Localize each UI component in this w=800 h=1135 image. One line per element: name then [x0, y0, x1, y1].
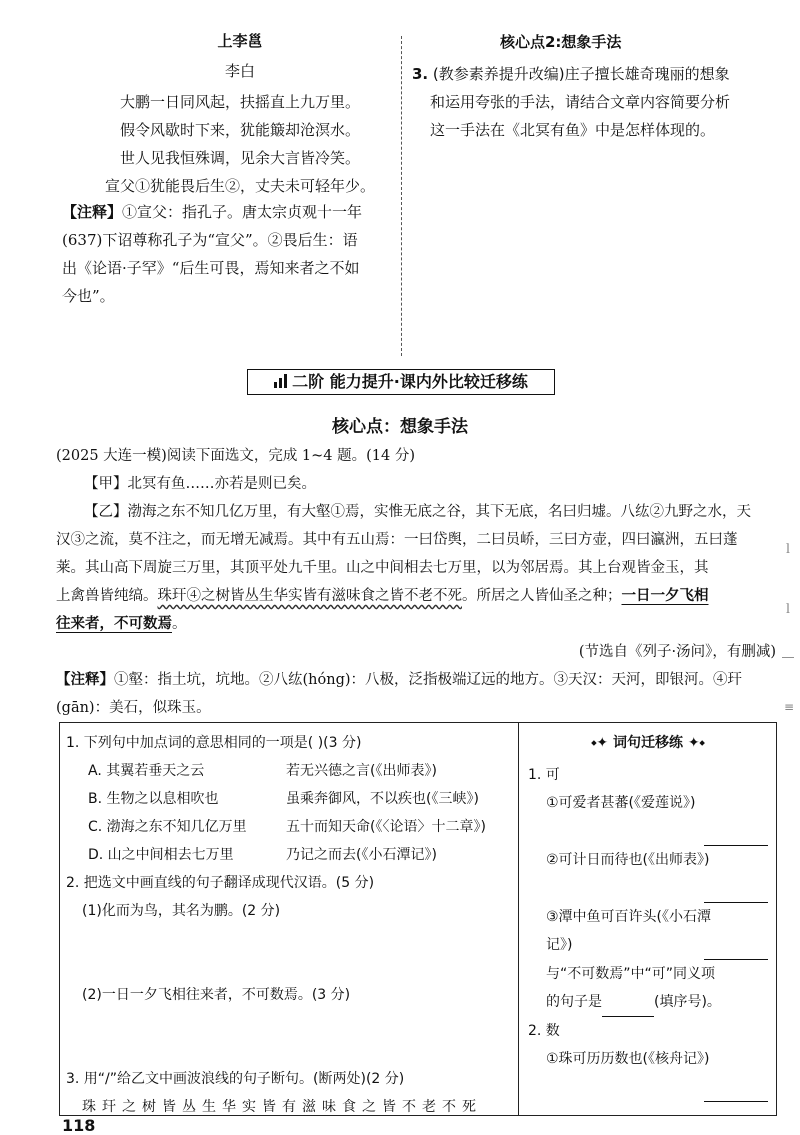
answer-blank[interactable] — [602, 988, 654, 1017]
question-box — [59, 722, 777, 1116]
question-3-stem: 3. 用“/”给乙文中画波浪线的句子断句。(断两处)(2 分) — [66, 1071, 405, 1087]
passage-yi-line: 【乙】渤海之东不知几亿万里，有大壑①焉，实惟无底之谷，其下无底，名曰归墟。八纮②九野之水，天 — [84, 504, 751, 520]
side-item-text: ③潭中鱼可百许头(《小石潭 — [546, 909, 712, 925]
section-banner — [247, 369, 555, 395]
notes-label: 【注释】 — [56, 672, 114, 688]
side-item-1-label: 1. 可 — [528, 767, 560, 783]
option-c-right: 五十而知天命(《〈论语〉十二章》) — [286, 819, 486, 835]
option-row[interactable] — [66, 813, 514, 841]
column-divider — [401, 36, 402, 356]
passage-text: 上禽兽皆纯缟。 — [56, 588, 158, 604]
answer-blank[interactable] — [704, 931, 768, 960]
diamond-icon: ✦⬩ — [687, 735, 705, 751]
question-tag: (教参素养提升改编) — [432, 65, 565, 83]
side-panel-title-text: 词句迁移练 — [613, 735, 683, 751]
poem-body — [70, 88, 410, 200]
passage-intro: (2025 大连一模)阅读下面选文，完成 1~4 题。(14 分) — [56, 448, 416, 464]
bar-chart-icon — [274, 374, 288, 388]
answer-space[interactable] — [66, 925, 514, 981]
option-row[interactable] — [66, 785, 514, 813]
question-2-sub2: (2)一日一夕飞相往来者，不可数焉。(3 分) — [82, 987, 351, 1003]
notes-text: (gān)：美石，似珠玉。 — [56, 700, 211, 716]
question-text: 庄子擅长雄奇瑰丽的想象 — [564, 65, 730, 83]
passage-jia: 【甲】北冥有鱼……亦若是则已矣。 — [84, 476, 316, 492]
poem-line: 宣父①犹能畏后生②，丈夫未可轻年少。 — [104, 177, 375, 195]
side-panel — [528, 729, 768, 1102]
answer-blank[interactable] — [704, 817, 768, 846]
poem-line: 世人见我恒殊调，见余大言皆冷笑。 — [119, 149, 360, 167]
side-item-text: ①可爱者甚蕃(《爱莲说》) — [546, 795, 696, 811]
poem-author: 李白 — [224, 62, 255, 80]
question-2-sub1: (1)化而为鸟，其名为鹏。(2 分) — [82, 903, 281, 919]
segmentation-sentence[interactable]: 珠玕之树皆丛生华实皆有滋味食之皆不老不死 — [82, 1099, 482, 1115]
questions-column — [66, 729, 514, 1121]
side-item-text: ①珠可历历数也(《核舟记》) — [546, 1051, 710, 1067]
answer-blank[interactable] — [704, 1073, 768, 1102]
option-b-right: 虽乘奔御风，不以疾也(《三峡》) — [286, 791, 479, 807]
answer-space[interactable] — [66, 1009, 514, 1065]
question-number: 3. — [412, 65, 429, 83]
passage-text: 。所居之人皆仙圣之种； — [462, 588, 622, 604]
passage-yi-line: 莱。其山高下周旋三万里，其顶平处九千里。山之中间相去七万里，以为邻居焉。其上台观皆金玉，其 — [56, 560, 709, 576]
section-title: 核心点：想象手法 — [332, 417, 468, 437]
option-row[interactable] — [66, 757, 514, 785]
poem-notes — [62, 198, 402, 310]
straight-underlined-sentence: 往来者，不可数焉 — [56, 615, 172, 632]
notes-text: ①壑：指土坑，坑地。②八纮(hóng)：八极，泛指极端辽远的地方。③天汉：天河，即银河。④玕 — [114, 672, 742, 688]
side-item-2-label: 2. 数 — [528, 1023, 560, 1039]
diamond-icon: ⬩✦ — [591, 735, 609, 751]
question-text: 和运用夸张的手法，请结合文章内容简要分析 — [430, 93, 731, 111]
straight-underlined-sentence: 一日一夕飞相 — [621, 587, 709, 604]
page-number: 118 — [62, 1116, 96, 1135]
side-item-text: (填序号)。 — [654, 994, 721, 1010]
side-item-text: ②可计日而待也(《出师表》) — [546, 852, 710, 868]
question-1-stem: 1. 下列句中加点词的意思相同的一项是( )(3 分) — [66, 735, 362, 751]
poem-note-line: ①宣父：指孔子。唐太宗贞观十一年 — [122, 203, 363, 221]
box-divider — [518, 723, 519, 1115]
side-item-text: 的句子是 — [546, 994, 602, 1010]
question-2-stem: 2. 把选文中画直线的句子翻译成现代汉语。(5 分) — [66, 875, 375, 891]
poem-line: 假令风歇时下来，犹能簸却沧溟水。 — [119, 121, 360, 139]
answer-blank[interactable] — [704, 874, 768, 903]
question-text: 这一手法在《北冥有鱼》中是怎样体现的。 — [430, 121, 716, 139]
passage-text: 。 — [172, 616, 187, 632]
option-c-left: C. 渤海之东不知几亿万里 — [88, 819, 247, 835]
question-3-essay — [412, 60, 772, 144]
option-a-right: 若无兴德之言(《出师表》) — [286, 763, 437, 779]
option-row[interactable] — [66, 841, 514, 869]
banner-text: 二阶 能力提升·课内外比较迁移练 — [292, 372, 528, 391]
core-point-2-heading: 核心点2:想象手法 — [500, 33, 622, 51]
option-a-left: A. 其翼若垂天之云 — [88, 763, 205, 779]
option-b-left: B. 生物之以息相吹也 — [88, 791, 219, 807]
poem-note-line: (637)下诏尊称孔子为“宣父”。②畏后生：语 — [62, 231, 358, 249]
poem-line: 大鹏一日同风起，扶摇直上九万里。 — [119, 93, 360, 111]
poem-title: 上李邕 — [217, 32, 263, 50]
passage-source: (节选自《列子·汤问》，有删减) — [578, 644, 776, 660]
option-d-right: 乃记之而去(《小石潭记》) — [286, 847, 437, 863]
side-panel-title — [528, 729, 768, 757]
side-item-text: 与“不可数焉”中“可”同义项 — [546, 966, 716, 982]
side-item-text: 记》) — [546, 937, 573, 953]
wavy-underlined-sentence: 珠玕④之树皆丛生华实皆有滋味食之皆不老不死 — [157, 588, 462, 604]
poem-note-line: 出《论语·子罕》“后生可畏，焉知来者之不如 — [62, 259, 360, 277]
option-d-left: D. 山之中间相去七万里 — [88, 847, 234, 863]
reading-passage — [56, 442, 786, 722]
passage-yi-line: 汉③之流，莫不注之，而无增无减焉。其中有五山焉：一曰岱舆，二曰员峤，三曰方壶，四曰瀛洲，五曰蓬 — [56, 532, 738, 548]
poem-note-label: 【注释】 — [62, 203, 123, 221]
passage-yi-line — [56, 582, 786, 610]
poem-note-line: 今也”。 — [62, 287, 115, 305]
